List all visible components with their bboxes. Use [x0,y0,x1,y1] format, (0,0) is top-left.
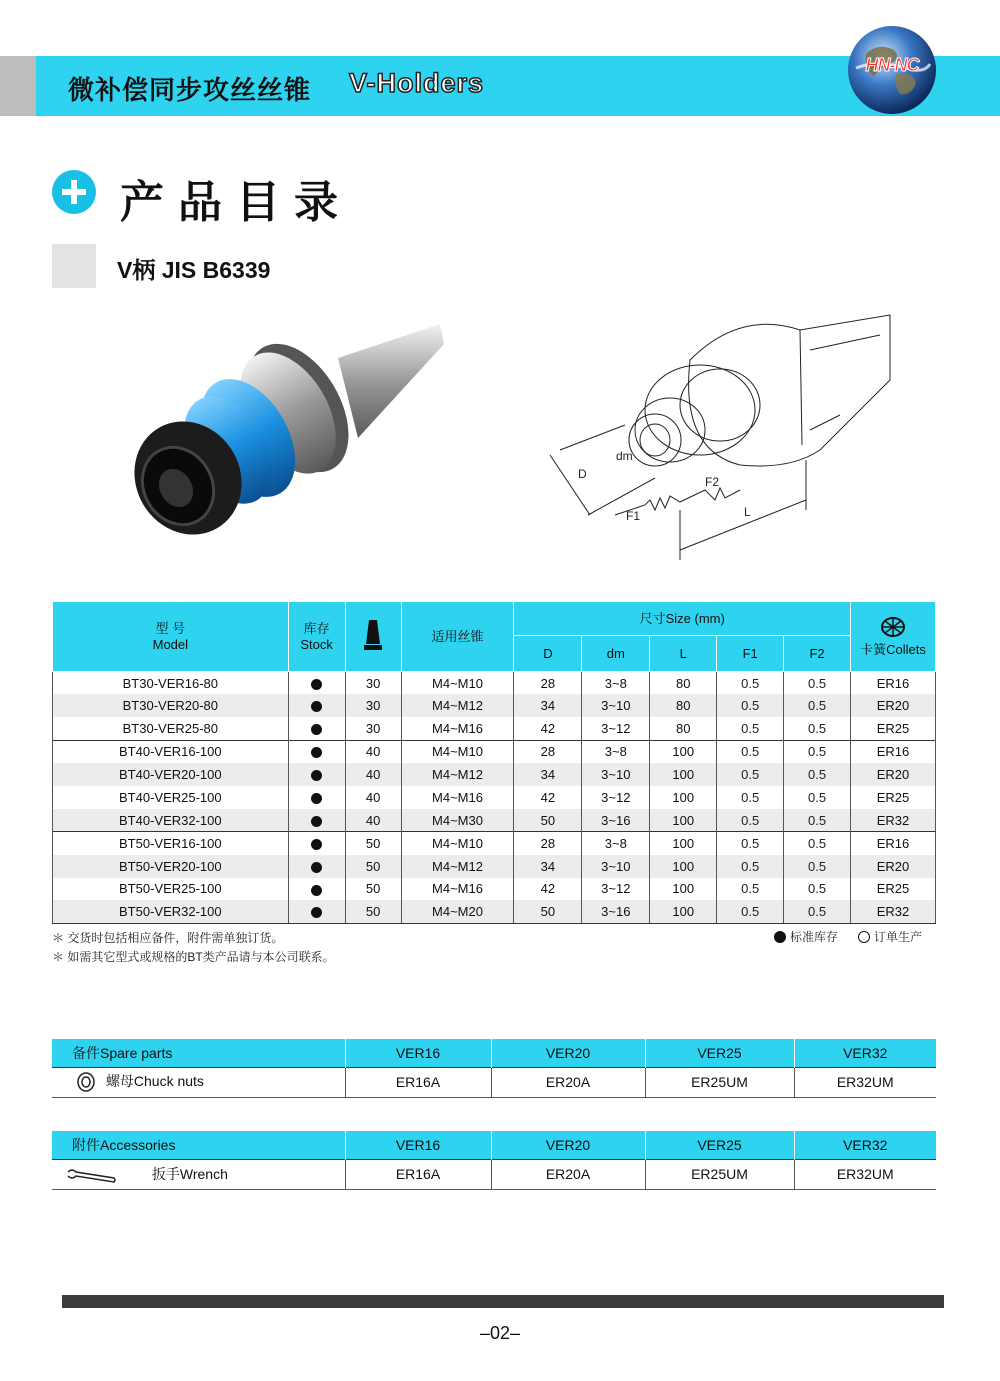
taper-cell: 40 [345,763,401,786]
model-header-en: Model [152,636,189,652]
col-collets [851,602,936,672]
f2-cell: 0.5 [784,694,851,717]
dm-cell: 3~12 [582,878,650,901]
accessories-table [52,1131,936,1190]
l-cell: 80 [650,672,717,695]
chuck-nut-ver25: ER25UM [645,1067,794,1097]
collet-cell: ER32 [851,809,936,832]
taper-cell: 30 [345,672,401,695]
note-2: ＊ 如需其它型式或规格的BT类产品请与本公司联系。 [52,950,335,964]
taper-icon [362,618,384,652]
note-1: ＊ 交货时包括相应备件，附件需单独订货。 [52,931,284,945]
model-cell: BT40-VER20-100 [53,763,289,786]
label-F1: F1 [626,509,641,523]
dm-cell: 3~16 [582,900,650,923]
f2-cell: 0.5 [784,763,851,786]
dm-cell: 3~8 [582,740,650,763]
plus-circle-icon [52,170,96,214]
stock-legend [774,928,922,945]
model-cell: BT50-VER32-100 [53,900,289,923]
spec-table [52,601,936,924]
tap-cell: M4~M16 [401,717,514,740]
product-photo [128,318,448,538]
wrench-ver20: ER20A [491,1159,645,1189]
model-cell: BT30-VER25-80 [53,717,289,740]
section-title: 产品目录 [120,177,352,228]
model-cell: BT50-VER25-100 [53,878,289,901]
acc-col-ver32: VER32 [794,1131,936,1159]
d-cell: 34 [514,855,582,878]
model-cell: BT40-VER32-100 [53,809,289,832]
collet-cell: ER20 [851,855,936,878]
tap-cell: M4~M10 [401,672,514,695]
wrench-ver32: ER32UM [794,1159,936,1189]
in-stock-dot-icon [311,907,322,918]
table-row [53,900,936,923]
f1-cell: 0.5 [717,786,784,809]
l-cell: 100 [650,832,717,855]
spare-parts-table [52,1039,936,1098]
l-cell: 100 [650,740,717,763]
table-row [53,855,936,878]
spare-col-ver32: VER32 [794,1039,936,1067]
header-title: 微补偿同步攻丝丝锥 [68,76,312,106]
model-cell: BT40-VER25-100 [53,786,289,809]
col-model [53,602,289,672]
legend-stock-label: 标准库存 [790,930,839,944]
taper-cell: 40 [345,740,401,763]
l-cell: 100 [650,878,717,901]
f1-cell: 0.5 [717,832,784,855]
model-cell: BT50-VER20-100 [53,855,289,878]
acc-col-ver25: VER25 [645,1131,794,1159]
model-cell: BT50-VER16-100 [53,832,289,855]
taper-cell: 50 [345,832,401,855]
in-stock-dot-icon [311,747,322,758]
in-stock-dot-icon [311,839,322,850]
col-D: D [514,636,582,672]
collets-header: 卡簧Collets [860,641,926,657]
tap-cell: M4~M20 [401,900,514,923]
col-size: 尺寸Size (mm) [514,602,851,636]
stock-cell [288,694,345,717]
f2-cell: 0.5 [784,900,851,923]
collet-cell: ER32 [851,900,936,923]
taper-cell: 40 [345,809,401,832]
collet-cell: ER16 [851,672,936,695]
table-row [53,672,936,695]
dm-cell: 3~8 [582,832,650,855]
d-cell: 28 [514,832,582,855]
f1-cell: 0.5 [717,878,784,901]
in-stock-dot-icon [311,793,322,804]
chuck-nut-icon [76,1071,96,1093]
taper-cell: 40 [345,786,401,809]
col-F2: F2 [784,636,851,672]
in-stock-dot-icon [311,679,322,690]
l-cell: 80 [650,717,717,740]
wrench-label-cell [52,1159,345,1189]
accessories-header: 附件Accessories [52,1131,345,1159]
d-cell: 28 [514,672,582,695]
collet-cell: ER25 [851,717,936,740]
f1-cell: 0.5 [717,809,784,832]
made-to-order-circle-icon [858,931,870,943]
d-cell: 42 [514,717,582,740]
spare-parts-header: 备件Spare parts [52,1039,345,1067]
subtitle-marker [52,244,96,288]
in-stock-dot-icon [311,816,322,827]
chuck-nut-label-cell [52,1067,345,1097]
col-taper [345,602,401,672]
collet-icon [880,616,906,638]
spare-col-ver25: VER25 [645,1039,794,1067]
collet-cell: ER20 [851,694,936,717]
f2-cell: 0.5 [784,878,851,901]
wrench-row [52,1159,936,1189]
col-stock [288,602,345,672]
l-cell: 100 [650,786,717,809]
in-stock-dot-icon [311,701,322,712]
f1-cell: 0.5 [717,900,784,923]
taper-cell: 50 [345,878,401,901]
spare-col-ver20: VER20 [491,1039,645,1067]
in-stock-dot-icon [774,931,786,943]
wrench-ver16: ER16A [345,1159,491,1189]
dm-cell: 3~8 [582,672,650,695]
tap-cell: M4~M16 [401,786,514,809]
label-dm: dm [616,449,633,463]
f1-cell: 0.5 [717,740,784,763]
f1-cell: 0.5 [717,694,784,717]
in-stock-dot-icon [311,862,322,873]
stock-cell [288,672,345,695]
f1-cell: 0.5 [717,763,784,786]
table-row [53,809,936,832]
table-row [53,763,936,786]
model-cell: BT30-VER20-80 [53,694,289,717]
d-cell: 28 [514,740,582,763]
collet-cell: ER25 [851,878,936,901]
in-stock-dot-icon [311,724,322,735]
dm-cell: 3~12 [582,717,650,740]
acc-col-ver20: VER20 [491,1131,645,1159]
f2-cell: 0.5 [784,809,851,832]
spare-col-ver16: VER16 [345,1039,491,1067]
d-cell: 34 [514,763,582,786]
stock-cell [288,855,345,878]
chuck-nut-ver32: ER32UM [794,1067,936,1097]
l-cell: 100 [650,900,717,923]
label-D: D [578,467,587,481]
d-cell: 34 [514,694,582,717]
in-stock-dot-icon [311,885,322,896]
l-cell: 100 [650,763,717,786]
model-cell: BT40-VER16-100 [53,740,289,763]
chuck-nut-ver16: ER16A [345,1067,491,1097]
logo-text: HN-NC [865,55,919,75]
stock-cell [288,740,345,763]
in-stock-dot-icon [311,770,322,781]
col-L: L [650,636,717,672]
wrench-label: 扳手Wrench [151,1165,228,1182]
dm-cell: 3~10 [582,763,650,786]
d-cell: 42 [514,878,582,901]
collet-cell: ER20 [851,763,936,786]
f2-cell: 0.5 [784,672,851,695]
footer-bar [62,1295,944,1308]
table-row [53,717,936,740]
technical-drawing [540,310,900,560]
label-F2: F2 [705,475,720,489]
chuck-nut-row [52,1067,936,1097]
tap-cell: M4~M30 [401,809,514,832]
d-cell: 50 [514,900,582,923]
stock-header-en: Stock [300,636,333,652]
f1-cell: 0.5 [717,855,784,878]
collet-cell: ER16 [851,832,936,855]
header-subtitle: V-Holders [349,68,485,98]
stock-cell [288,832,345,855]
l-cell: 80 [650,694,717,717]
f2-cell: 0.5 [784,717,851,740]
dm-cell: 3~16 [582,809,650,832]
chuck-nut-label: 螺母Chuck nuts [105,1072,204,1089]
stock-header-cn: 库存 [303,620,330,636]
wrench-icon [66,1166,118,1184]
taper-cell: 50 [345,855,401,878]
f2-cell: 0.5 [784,786,851,809]
stock-cell [288,717,345,740]
header-grey-block [0,56,36,116]
taper-cell: 30 [345,694,401,717]
stock-cell [288,786,345,809]
tap-cell: M4~M12 [401,855,514,878]
taper-cell: 50 [345,900,401,923]
tap-cell: M4~M10 [401,740,514,763]
label-L: L [744,505,751,519]
wrench-ver25: ER25UM [645,1159,794,1189]
l-cell: 100 [650,809,717,832]
d-cell: 42 [514,786,582,809]
dm-cell: 3~10 [582,694,650,717]
col-F1: F1 [717,636,784,672]
acc-col-ver16: VER16 [345,1131,491,1159]
stock-cell [288,763,345,786]
f2-cell: 0.5 [784,855,851,878]
section-subtitle: V柄 JIS B6339 [117,257,271,283]
tap-cell: M4~M12 [401,694,514,717]
f2-cell: 0.5 [784,832,851,855]
table-row [53,694,936,717]
f1-cell: 0.5 [717,672,784,695]
table-row [53,832,936,855]
col-tap: 适用丝锥 [401,602,514,672]
l-cell: 100 [650,855,717,878]
tap-cell: M4~M16 [401,878,514,901]
stock-cell [288,809,345,832]
model-cell: BT30-VER16-80 [53,672,289,695]
tap-cell: M4~M12 [401,763,514,786]
table-row [53,740,936,763]
table-row [53,878,936,901]
collet-cell: ER16 [851,740,936,763]
legend-order-label: 订单生产 [874,930,923,944]
tap-cell: M4~M10 [401,832,514,855]
dm-cell: 3~12 [582,786,650,809]
taper-cell: 30 [345,717,401,740]
f2-cell: 0.5 [784,740,851,763]
stock-cell [288,878,345,901]
col-dm: dm [582,636,650,672]
stock-cell [288,900,345,923]
d-cell: 50 [514,809,582,832]
collet-cell: ER25 [851,786,936,809]
model-header-cn: 型 号 [155,620,186,636]
table-row [53,786,936,809]
f1-cell: 0.5 [717,717,784,740]
page-number: –02– [479,1323,521,1343]
dm-cell: 3~10 [582,855,650,878]
chuck-nut-ver20: ER20A [491,1067,645,1097]
